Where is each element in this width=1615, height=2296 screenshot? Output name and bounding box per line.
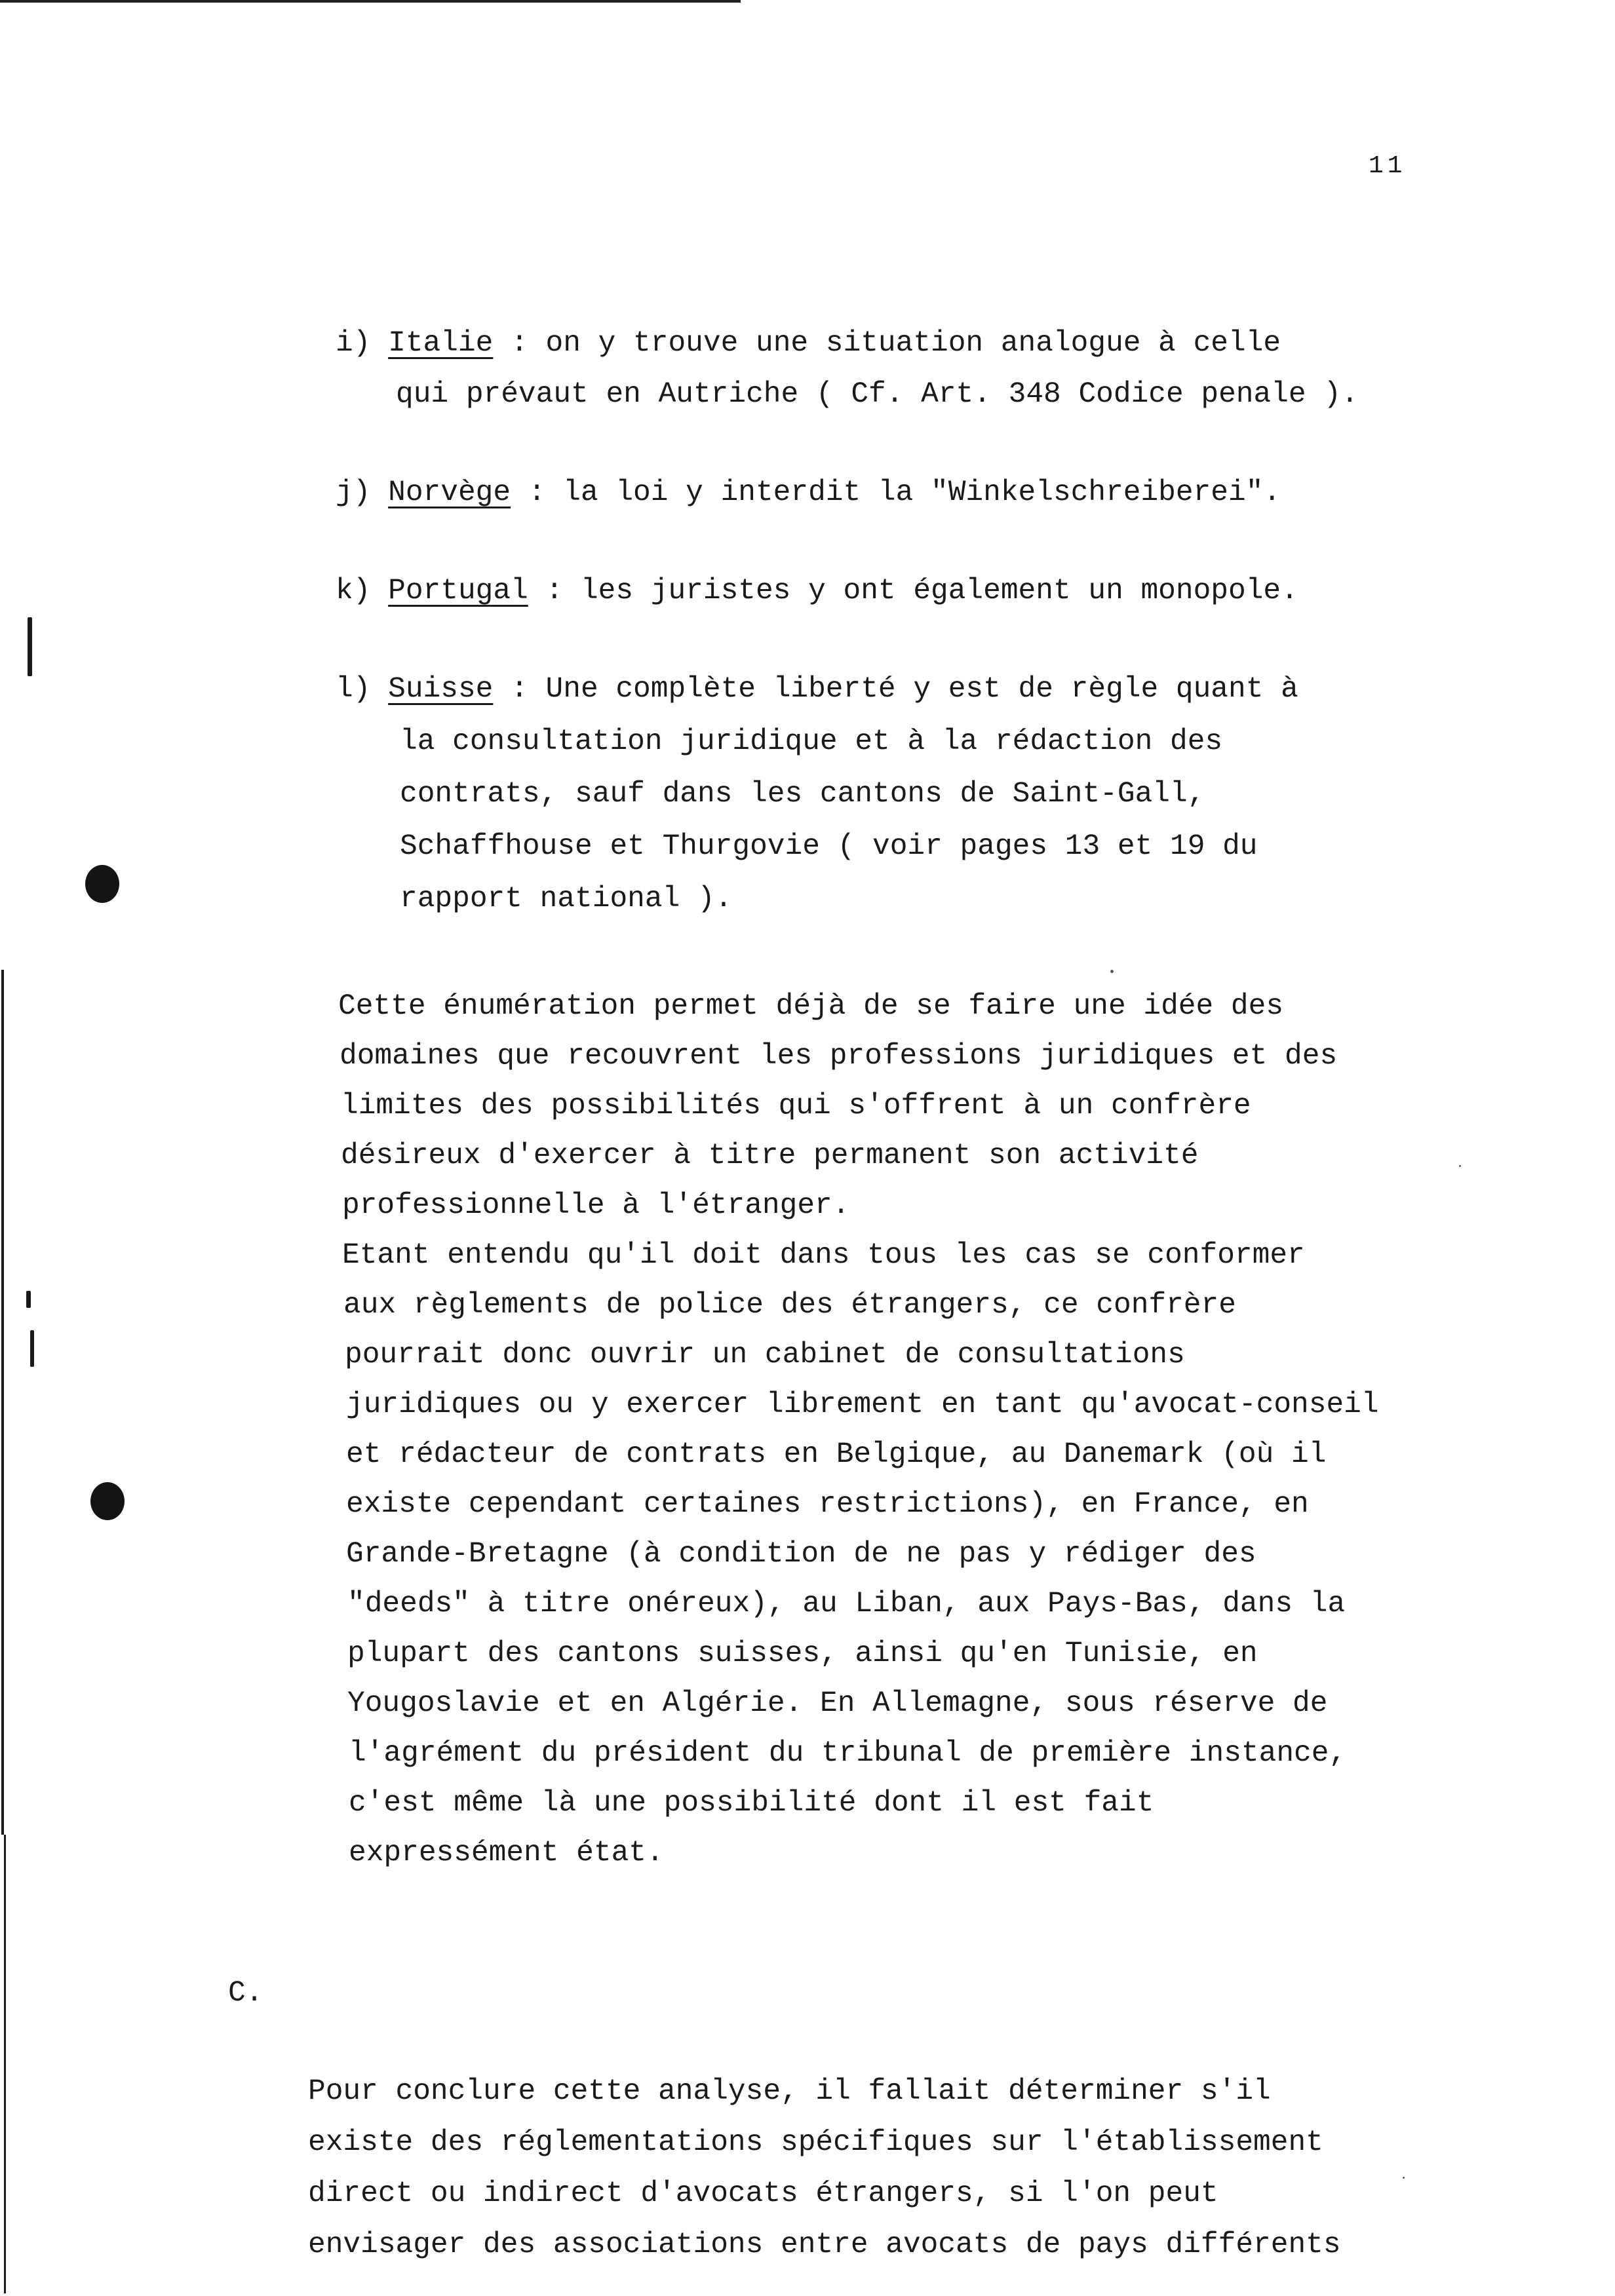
country-name: Italie — [388, 327, 494, 360]
list-item-text: les juristes y ont également un monopole. — [580, 575, 1298, 607]
conclusion-line: envisager des associations entre avocats de pays différents — [308, 2229, 1341, 2261]
country-name: Portugal — [388, 575, 528, 607]
list-item-continuation: contrats, sauf dans les cantons de Saint-Gall, — [400, 778, 1205, 811]
conclusion-line: Pour conclure cette analyse, il fallait déterminer s'il — [308, 2075, 1271, 2108]
list-item-portugal — [336, 577, 1298, 606]
list-item-text: on y trouve une situation analogue à celle — [545, 327, 1281, 360]
punch-hole — [90, 1482, 125, 1520]
paragraph-line: et rédacteur de contrats en Belgique, au Danemark (où il — [346, 1438, 1327, 1471]
list-item-norvege — [336, 478, 1281, 508]
country-name: Suisse — [388, 673, 494, 706]
page-number: 11 — [1369, 152, 1407, 180]
paragraph-line: expressément état. — [349, 1837, 664, 1869]
scan-top-rule — [0, 0, 741, 3]
scan-mark — [26, 1291, 31, 1308]
paragraph-line: Cette énumération permet déjà de se faire une idée des — [338, 990, 1284, 1023]
list-item-suisse — [336, 675, 1298, 704]
paragraph-line: Grande-Bretagne (à condition de ne pas y rédiger des — [346, 1538, 1256, 1571]
list-item-continuation: Schaffhouse et Thurgovie ( voir pages 13 et 19 du — [400, 830, 1258, 863]
paragraph-line: Etant entendu qu'il doit dans tous les cas se conformer — [342, 1239, 1305, 1272]
list-item-text: Une complète liberté y est de règle quant à — [545, 673, 1298, 706]
scan-left-edge — [1, 970, 4, 1835]
section-label: C. — [228, 1977, 263, 2010]
list-item-continuation: qui prévaut en Autriche ( Cf. Art. 348 Codice penale ). — [396, 378, 1359, 411]
list-item-continuation: rapport national ). — [400, 883, 733, 915]
list-marker: k) — [336, 575, 371, 607]
paragraph-line: professionnelle à l'étranger. — [342, 1189, 850, 1222]
scan-speck — [1459, 1165, 1461, 1167]
paragraph-line: Yougoslavie et en Algérie. En Allemagne, sous réserve de — [347, 1687, 1328, 1720]
paragraph-line: désireux d'exercer à titre permanent son activité — [341, 1139, 1199, 1172]
list-item-text: la loi y interdit la "Winkelschreiberei". — [563, 476, 1281, 509]
paragraph-line: juridiques ou y exercer librement en tant qu'avocat-conseil — [346, 1388, 1379, 1421]
separator: : — [511, 673, 528, 706]
separator: : — [545, 575, 564, 607]
paragraph-line: domaines que recouvrent les professions juridiques et des — [340, 1040, 1338, 1073]
scan-speck — [1403, 2177, 1405, 2179]
paragraph-line: l'agrément du président du tribunal de première instance, — [349, 1737, 1347, 1770]
list-marker: i) — [336, 327, 371, 360]
list-marker: j) — [336, 476, 371, 509]
paragraph-line: pourrait donc ouvrir un cabinet de consultations — [345, 1339, 1185, 1371]
country-name: Norvège — [388, 476, 511, 509]
paragraph-line: limites des possibilités qui s'offrent à un confrère — [341, 1090, 1251, 1122]
separator: : — [528, 476, 546, 509]
list-item-continuation: la consultation juridique et à la rédaction des — [400, 725, 1223, 758]
paragraph-line: plupart des cantons suisses, ainsi qu'en Tunisie, en — [347, 1637, 1258, 1670]
conclusion-line: direct ou indirect d'avocats étrangers, si l'on peut — [308, 2177, 1218, 2210]
paragraph-line: existe cependant certaines restrictions), en France, en — [346, 1488, 1309, 1521]
paragraph-line: c'est même là une possibilité dont il est fait — [349, 1787, 1154, 1820]
paragraph-line: aux règlements de police des étrangers, ce confrère — [343, 1289, 1236, 1322]
paragraph-line: "deeds" à titre onéreux), au Liban, aux Pays-Bas, dans la — [347, 1588, 1346, 1620]
list-item-italie — [336, 329, 1281, 358]
conclusion-line: existe des réglementations spécifiques sur l'établissement — [308, 2126, 1323, 2159]
separator: : — [511, 327, 528, 360]
scan-left-edge-lower — [4, 1835, 6, 2293]
scan-mark — [28, 617, 32, 676]
punch-hole — [85, 865, 119, 903]
scan-speck — [1110, 970, 1114, 973]
scan-mark — [30, 1330, 34, 1367]
list-marker: l) — [336, 673, 371, 706]
